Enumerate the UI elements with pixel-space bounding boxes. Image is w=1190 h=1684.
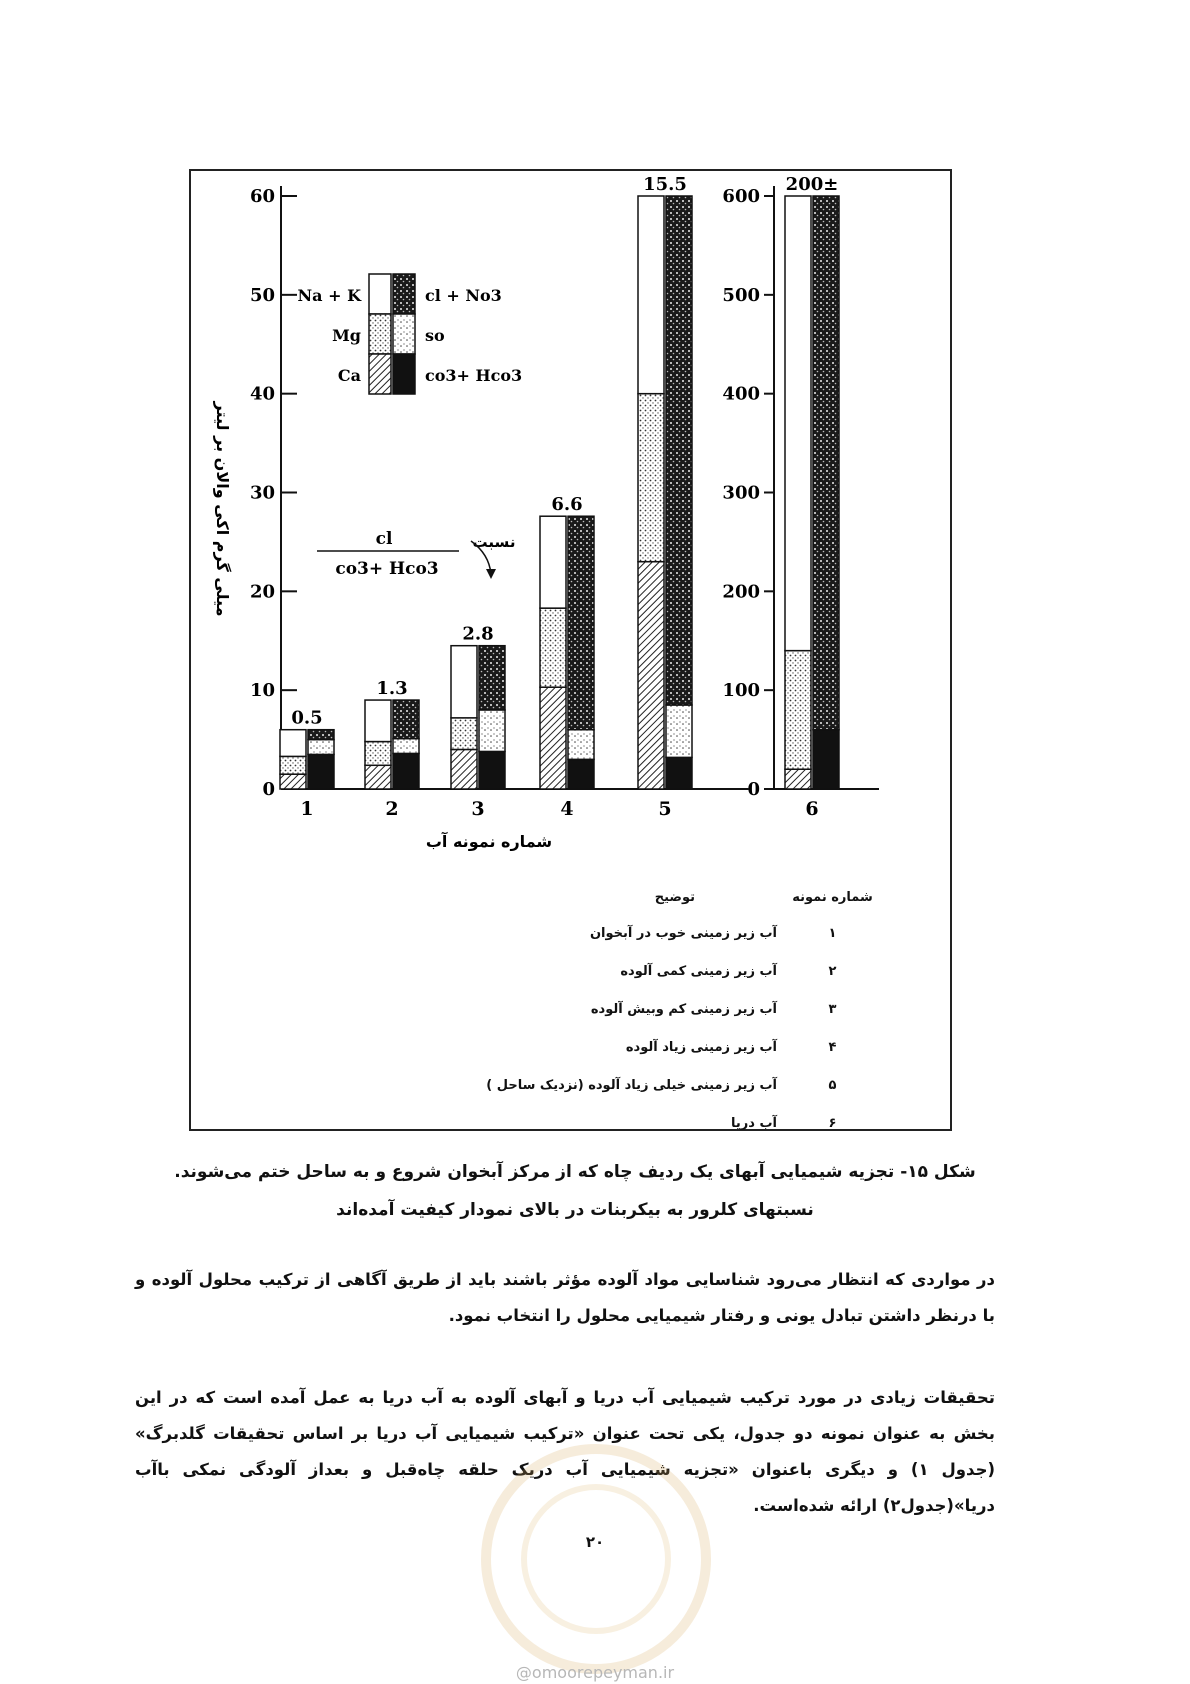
y-tick-label: 40 [249, 383, 275, 405]
legend-cation-label: Ca [337, 366, 361, 385]
row-number: ۱ [828, 925, 837, 941]
bar-anion-cl-no3 [568, 516, 594, 729]
sample-description-table [480, 880, 880, 1142]
bar-cation-na-k [540, 516, 566, 608]
right-y-tick-label: 600 [722, 186, 760, 207]
right-y-tick-label: 100 [722, 680, 760, 702]
legend-anion-label: cl + No3 [425, 286, 502, 305]
bar-anion-hco3 [568, 759, 594, 789]
row-description: آب زیر زمینی خیلی زیاد آلوده (نزدیک ساحل ) [486, 1077, 777, 1093]
bar-cation-ca [785, 769, 811, 789]
legend-swatch-anion [393, 314, 415, 354]
header-sample-number: شماره نمونه [792, 889, 873, 905]
bar-anion-so4 [479, 710, 505, 752]
table-row [480, 1028, 880, 1066]
row-description: آب زیر زمینی خوب در آبخوان [589, 925, 777, 941]
bar-anion-cl-no3 [666, 196, 692, 705]
bar-anion-so4 [308, 740, 334, 755]
ratio-numerator: cl [375, 529, 393, 549]
bar-cation-ca [451, 749, 477, 789]
bar-anion-cl-no3 [813, 196, 839, 730]
bar-anion-so4 [393, 739, 419, 754]
right-y-tick-label: 400 [722, 383, 760, 405]
legend-anion-label: so [425, 326, 445, 345]
table-header [480, 880, 880, 914]
bar-cation-na-k [638, 196, 664, 394]
legend-swatch-anion [393, 274, 415, 314]
ratio-label: 1.3 [376, 678, 408, 700]
table-row [480, 990, 880, 1028]
bar-cation-na-k [785, 196, 811, 651]
bar-cation-mg [540, 608, 566, 687]
table-row [480, 1066, 880, 1104]
y-tick-label: 10 [249, 680, 275, 702]
watermark-url: @omoorepeyman.ir [515, 1663, 675, 1682]
x-tick-label: 4 [560, 798, 574, 820]
bar-anion-cl-no3 [479, 646, 505, 710]
row-description: آب زیر زمینی زیاد آلوده [625, 1039, 777, 1055]
row-description: آب زیر زمینی کمی آلوده [620, 963, 777, 979]
bar-chart [189, 169, 952, 869]
bar-cation-mg [638, 394, 664, 562]
legend-swatch-anion [393, 354, 415, 394]
bar-cation-ca [280, 774, 306, 789]
body-paragraph-1: در مواردی که انتظار می‌رود شناسایی مواد آلوده مؤثر باشند باید از طریق آگاهی از ترکیب محلول آلوده و با درنظر داشتن تبادل یونی و رفتار شیمیایی محلول را انتخاب نمود. [135, 1270, 995, 1325]
bar-anion-hco3 [666, 757, 692, 789]
figure-caption-line-2: نسبتهای کلرور به بیکربنات در بالای نمودار کیفیت آمده‌اند [336, 1200, 814, 1220]
row-number: ۵ [828, 1077, 837, 1093]
figure-caption-line-1: شکل ۱۵- تجزیه شیمیایی آبهای یک ردیف چاه که از مرکز آبخوان شروع و به ساحل ختم می‌شوند. [174, 1162, 976, 1182]
bar-anion-cl-no3 [308, 730, 334, 740]
ratio-denominator: co3+ Hco3 [335, 559, 439, 579]
x-tick-label: 1 [300, 798, 314, 820]
legend-swatch-cation [369, 354, 391, 394]
watermark-seal [481, 1444, 711, 1674]
legend-swatch-cation [369, 314, 391, 354]
ratio-label: 15.5 [643, 174, 687, 195]
y-tick-label: 20 [249, 581, 275, 603]
bar-cation-ca [540, 687, 566, 789]
ratio-label: 0.5 [291, 707, 323, 729]
bar-cation-mg [451, 718, 477, 750]
x-tick-label: 5 [658, 798, 672, 820]
right-y-tick-label: 300 [722, 482, 760, 504]
x-axis-label: شماره نمونه آب [425, 832, 553, 851]
y-tick-label: 50 [249, 284, 275, 306]
ratio-label: 2.8 [462, 623, 494, 645]
table-row [480, 914, 880, 952]
page-number: ۲۰ [585, 1533, 605, 1551]
ratio-label: 6.6 [551, 494, 583, 516]
legend-cation-label: Na + K [297, 286, 361, 305]
row-description: آب زیر زمینی کم وبیش آلوده [590, 1001, 777, 1017]
right-y-tick-label: 200 [722, 581, 760, 603]
right-y-tick-label: 0 [747, 779, 760, 800]
row-number: ۲ [828, 963, 837, 979]
bar-anion-so4 [666, 705, 692, 757]
row-number: ۳ [828, 1001, 837, 1017]
bar-anion-cl-no3 [393, 700, 419, 739]
bar-cation-ca [365, 765, 391, 789]
bar-anion-hco3 [479, 751, 505, 789]
right-y-tick-label: 500 [722, 284, 760, 306]
row-number: ۴ [828, 1039, 837, 1055]
y-tick-label: 60 [249, 186, 275, 207]
bar-anion-hco3 [813, 730, 839, 789]
bar-cation-na-k [451, 646, 477, 718]
y-tick-label: 30 [249, 482, 275, 504]
bar-cation-na-k [365, 700, 391, 742]
bar-anion-hco3 [393, 753, 419, 789]
bar-cation-ca [638, 562, 664, 789]
x-tick-label: 2 [385, 798, 399, 820]
bar-cation-mg [365, 742, 391, 766]
bar-anion-hco3 [308, 754, 334, 789]
row-number: ۶ [828, 1115, 837, 1131]
table-row [480, 1104, 880, 1142]
x-tick-label: 6 [805, 798, 819, 820]
ratio-label: 200± [785, 174, 839, 195]
legend-anion-label: co3+ Hco3 [425, 366, 523, 385]
bar-cation-na-k [280, 730, 306, 757]
ratio-note-label: نسبت [472, 533, 516, 551]
x-tick-label: 3 [471, 798, 485, 820]
y-tick-label: 0 [262, 779, 275, 800]
y-axis-label: میلی گرم اکی والان بر لیتر [213, 401, 232, 617]
body-paragraph-2: تحقیقات زیادی در مورد ترکیب شیمیایی آب دریا و آبهای آلوده به آب دریا به عمل آمده است که در این بخش به عنوان نمونه دو جدول، یکی تحت عنوان «ترکیب شیمیایی آب دریا بر اساس تحقیقات گلدبرگ» (جدول ۱) و دیگری باعنوان «تجزیه شیمیایی آب دریک حلقه چاه‌قبل و بعداز آلودگی نمکی باآب دریا»(جدول۲) ارائه شده‌است. [135, 1388, 996, 1515]
legend-swatch-cation [369, 274, 391, 314]
header-description: توضیح [654, 889, 695, 905]
ratio-arrow-head [486, 569, 496, 579]
bar-cation-mg [280, 756, 306, 774]
bar-cation-mg [785, 651, 811, 770]
row-description: آب دریا [731, 1115, 777, 1131]
legend-cation-label: Mg [332, 326, 361, 345]
table-row [480, 952, 880, 990]
bar-anion-so4 [568, 730, 594, 760]
